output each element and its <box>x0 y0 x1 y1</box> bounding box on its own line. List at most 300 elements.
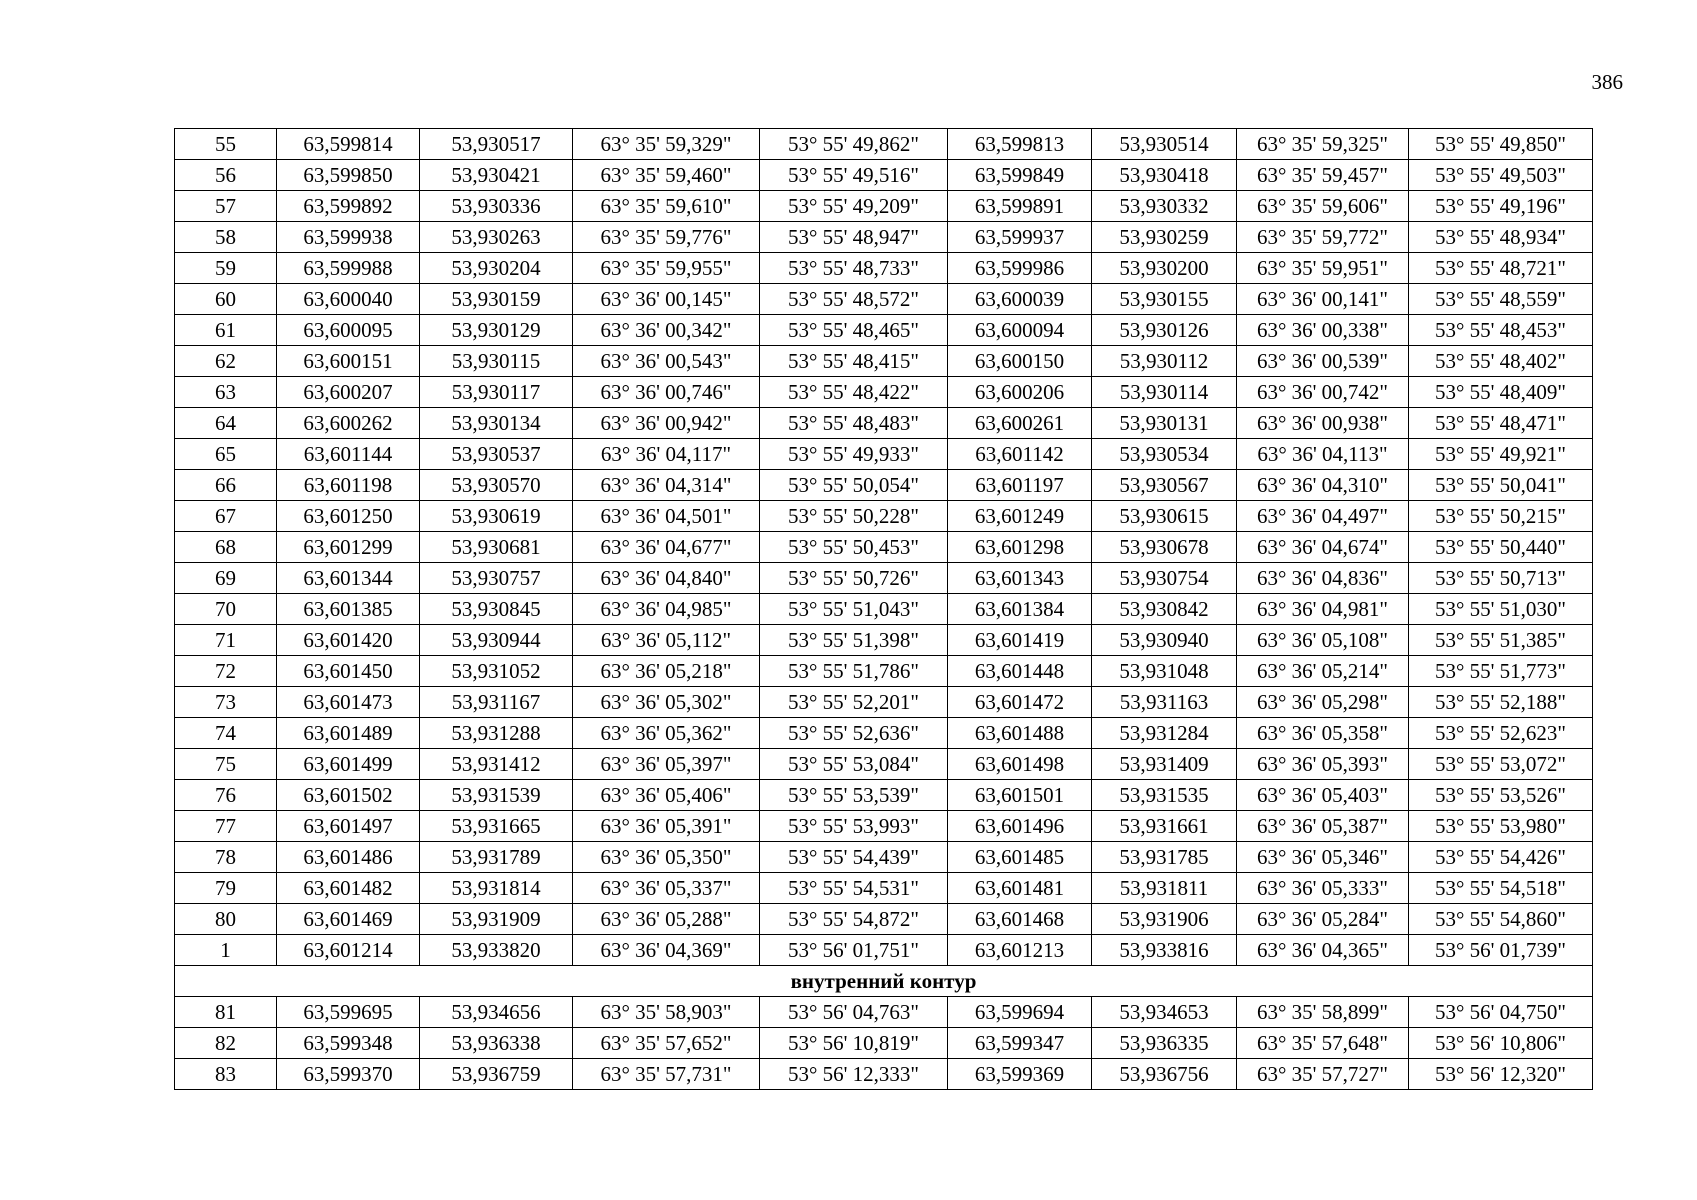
longitude-dms-alt-cell: 53° 55' 48,559" <box>1409 284 1593 315</box>
table-row <box>175 625 1593 656</box>
latitude-dms-cell: 63° 35' 57,731" <box>573 1059 760 1090</box>
table-row <box>175 842 1593 873</box>
longitude-decimal-alt-cell: 53,930114 <box>1092 377 1237 408</box>
table-row <box>175 935 1593 966</box>
latitude-decimal-cell: 63,599850 <box>277 160 420 191</box>
longitude-decimal-cell: 53,930263 <box>420 222 573 253</box>
table-row <box>175 687 1593 718</box>
latitude-dms-alt-cell: 63° 36' 05,214" <box>1237 656 1409 687</box>
longitude-dms-cell: 53° 55' 52,636" <box>760 718 948 749</box>
longitude-dms-cell: 53° 55' 49,862" <box>760 129 948 160</box>
longitude-decimal-cell: 53,930944 <box>420 625 573 656</box>
longitude-decimal-alt-cell: 53,931535 <box>1092 780 1237 811</box>
coordinates-table <box>174 128 1593 1090</box>
latitude-decimal-alt-cell: 63,599347 <box>948 1028 1092 1059</box>
latitude-decimal-cell: 63,599370 <box>277 1059 420 1090</box>
longitude-decimal-alt-cell: 53,930155 <box>1092 284 1237 315</box>
longitude-decimal-cell: 53,931052 <box>420 656 573 687</box>
longitude-decimal-alt-cell: 53,936756 <box>1092 1059 1237 1090</box>
longitude-decimal-cell: 53,930336 <box>420 191 573 222</box>
latitude-dms-alt-cell: 63° 36' 04,836" <box>1237 563 1409 594</box>
latitude-dms-cell: 63° 36' 05,112" <box>573 625 760 656</box>
longitude-dms-alt-cell: 53° 55' 50,713" <box>1409 563 1593 594</box>
longitude-dms-alt-cell: 53° 55' 52,188" <box>1409 687 1593 718</box>
latitude-dms-cell: 63° 36' 05,288" <box>573 904 760 935</box>
longitude-dms-alt-cell: 53° 55' 48,721" <box>1409 253 1593 284</box>
latitude-decimal-alt-cell: 63,601468 <box>948 904 1092 935</box>
longitude-decimal-cell: 53,931665 <box>420 811 573 842</box>
table-row <box>175 160 1593 191</box>
longitude-decimal-cell: 53,930115 <box>420 346 573 377</box>
point-number-cell: 64 <box>175 408 277 439</box>
longitude-decimal-cell: 53,931909 <box>420 904 573 935</box>
longitude-decimal-alt-cell: 53,930200 <box>1092 253 1237 284</box>
latitude-dms-cell: 63° 36' 04,117" <box>573 439 760 470</box>
latitude-decimal-cell: 63,601344 <box>277 563 420 594</box>
latitude-dms-cell: 63° 36' 04,677" <box>573 532 760 563</box>
latitude-dms-alt-cell: 63° 36' 05,393" <box>1237 749 1409 780</box>
point-number-cell: 55 <box>175 129 277 160</box>
longitude-dms-cell: 53° 56' 01,751" <box>760 935 948 966</box>
longitude-decimal-alt-cell: 53,930332 <box>1092 191 1237 222</box>
longitude-decimal-cell: 53,931167 <box>420 687 573 718</box>
longitude-decimal-cell: 53,930204 <box>420 253 573 284</box>
point-number-cell: 81 <box>175 997 277 1028</box>
latitude-dms-alt-cell: 63° 36' 05,333" <box>1237 873 1409 904</box>
longitude-dms-alt-cell: 53° 56' 12,320" <box>1409 1059 1593 1090</box>
table-row <box>175 222 1593 253</box>
table-row <box>175 501 1593 532</box>
point-number-cell: 74 <box>175 718 277 749</box>
page-number: 386 <box>1591 70 1623 94</box>
longitude-dms-alt-cell: 53° 55' 48,409" <box>1409 377 1593 408</box>
point-number-cell: 73 <box>175 687 277 718</box>
latitude-decimal-cell: 63,600095 <box>277 315 420 346</box>
longitude-dms-alt-cell: 53° 55' 51,030" <box>1409 594 1593 625</box>
latitude-decimal-alt-cell: 63,599694 <box>948 997 1092 1028</box>
longitude-dms-alt-cell: 53° 55' 50,215" <box>1409 501 1593 532</box>
latitude-dms-cell: 63° 35' 59,329" <box>573 129 760 160</box>
longitude-decimal-alt-cell: 53,931409 <box>1092 749 1237 780</box>
latitude-dms-alt-cell: 63° 36' 04,674" <box>1237 532 1409 563</box>
longitude-decimal-cell: 53,934656 <box>420 997 573 1028</box>
point-number-cell: 72 <box>175 656 277 687</box>
longitude-decimal-alt-cell: 53,931048 <box>1092 656 1237 687</box>
longitude-decimal-alt-cell: 53,930567 <box>1092 470 1237 501</box>
longitude-dms-cell: 53° 55' 50,228" <box>760 501 948 532</box>
latitude-decimal-alt-cell: 63,601496 <box>948 811 1092 842</box>
latitude-dms-cell: 63° 36' 05,218" <box>573 656 760 687</box>
latitude-dms-cell: 63° 36' 04,840" <box>573 563 760 594</box>
longitude-decimal-cell: 53,930537 <box>420 439 573 470</box>
longitude-dms-cell: 53° 56' 04,763" <box>760 997 948 1028</box>
longitude-decimal-alt-cell: 53,930615 <box>1092 501 1237 532</box>
latitude-dms-alt-cell: 63° 35' 59,325" <box>1237 129 1409 160</box>
latitude-dms-alt-cell: 63° 36' 05,403" <box>1237 780 1409 811</box>
longitude-decimal-alt-cell: 53,931811 <box>1092 873 1237 904</box>
longitude-dms-cell: 53° 55' 54,439" <box>760 842 948 873</box>
latitude-decimal-cell: 63,601385 <box>277 594 420 625</box>
longitude-dms-cell: 53° 55' 48,465" <box>760 315 948 346</box>
longitude-decimal-alt-cell: 53,930678 <box>1092 532 1237 563</box>
latitude-decimal-cell: 63,601497 <box>277 811 420 842</box>
latitude-decimal-alt-cell: 63,601142 <box>948 439 1092 470</box>
longitude-decimal-alt-cell: 53,931785 <box>1092 842 1237 873</box>
longitude-dms-cell: 53° 56' 12,333" <box>760 1059 948 1090</box>
longitude-decimal-cell: 53,931789 <box>420 842 573 873</box>
latitude-dms-cell: 63° 36' 04,369" <box>573 935 760 966</box>
longitude-decimal-cell: 53,936759 <box>420 1059 573 1090</box>
latitude-decimal-alt-cell: 63,600206 <box>948 377 1092 408</box>
latitude-dms-alt-cell: 63° 36' 05,108" <box>1237 625 1409 656</box>
longitude-decimal-alt-cell: 53,930418 <box>1092 160 1237 191</box>
latitude-decimal-cell: 63,601250 <box>277 501 420 532</box>
longitude-decimal-alt-cell: 53,931284 <box>1092 718 1237 749</box>
table-row <box>175 191 1593 222</box>
latitude-decimal-alt-cell: 63,601485 <box>948 842 1092 873</box>
latitude-dms-alt-cell: 63° 36' 05,346" <box>1237 842 1409 873</box>
section-row <box>175 966 1593 997</box>
longitude-dms-alt-cell: 53° 55' 53,980" <box>1409 811 1593 842</box>
longitude-decimal-alt-cell: 53,930534 <box>1092 439 1237 470</box>
point-number-cell: 57 <box>175 191 277 222</box>
latitude-decimal-cell: 63,601198 <box>277 470 420 501</box>
latitude-dms-cell: 63° 36' 05,391" <box>573 811 760 842</box>
latitude-decimal-alt-cell: 63,600094 <box>948 315 1092 346</box>
table-body-inner-contour <box>175 997 1593 1090</box>
latitude-decimal-alt-cell: 63,601448 <box>948 656 1092 687</box>
latitude-decimal-cell: 63,600040 <box>277 284 420 315</box>
latitude-dms-alt-cell: 63° 36' 00,338" <box>1237 315 1409 346</box>
longitude-dms-alt-cell: 53° 55' 53,526" <box>1409 780 1593 811</box>
longitude-decimal-cell: 53,930681 <box>420 532 573 563</box>
latitude-decimal-cell: 63,599814 <box>277 129 420 160</box>
longitude-dms-cell: 53° 55' 50,726" <box>760 563 948 594</box>
latitude-decimal-cell: 63,599695 <box>277 997 420 1028</box>
point-number-cell: 79 <box>175 873 277 904</box>
latitude-decimal-alt-cell: 63,601488 <box>948 718 1092 749</box>
latitude-dms-alt-cell: 63° 36' 04,310" <box>1237 470 1409 501</box>
table-row <box>175 656 1593 687</box>
longitude-dms-cell: 53° 55' 51,398" <box>760 625 948 656</box>
latitude-dms-cell: 63° 35' 59,460" <box>573 160 760 191</box>
latitude-decimal-cell: 63,601450 <box>277 656 420 687</box>
longitude-dms-alt-cell: 53° 55' 50,440" <box>1409 532 1593 563</box>
latitude-dms-alt-cell: 63° 36' 04,113" <box>1237 439 1409 470</box>
point-number-cell: 78 <box>175 842 277 873</box>
table-row <box>175 718 1593 749</box>
latitude-decimal-alt-cell: 63,599849 <box>948 160 1092 191</box>
latitude-dms-cell: 63° 36' 00,942" <box>573 408 760 439</box>
section-title: внутренний контур <box>175 966 1593 997</box>
table-body-outer-contour <box>175 129 1593 966</box>
longitude-dms-cell: 53° 55' 51,786" <box>760 656 948 687</box>
longitude-dms-cell: 53° 55' 53,084" <box>760 749 948 780</box>
latitude-dms-alt-cell: 63° 35' 59,772" <box>1237 222 1409 253</box>
point-number-cell: 82 <box>175 1028 277 1059</box>
latitude-decimal-cell: 63,601489 <box>277 718 420 749</box>
longitude-dms-cell: 53° 55' 49,933" <box>760 439 948 470</box>
latitude-decimal-alt-cell: 63,599369 <box>948 1059 1092 1090</box>
latitude-decimal-cell: 63,601502 <box>277 780 420 811</box>
longitude-decimal-alt-cell: 53,930259 <box>1092 222 1237 253</box>
point-number-cell: 66 <box>175 470 277 501</box>
latitude-decimal-alt-cell: 63,599891 <box>948 191 1092 222</box>
longitude-dms-alt-cell: 53° 55' 49,921" <box>1409 439 1593 470</box>
latitude-decimal-alt-cell: 63,601343 <box>948 563 1092 594</box>
longitude-dms-alt-cell: 53° 55' 48,402" <box>1409 346 1593 377</box>
latitude-decimal-cell: 63,601214 <box>277 935 420 966</box>
latitude-dms-alt-cell: 63° 36' 05,298" <box>1237 687 1409 718</box>
latitude-dms-cell: 63° 36' 04,501" <box>573 501 760 532</box>
latitude-decimal-cell: 63,601299 <box>277 532 420 563</box>
latitude-decimal-cell: 63,601486 <box>277 842 420 873</box>
latitude-dms-alt-cell: 63° 36' 05,284" <box>1237 904 1409 935</box>
latitude-dms-cell: 63° 36' 00,145" <box>573 284 760 315</box>
point-number-cell: 58 <box>175 222 277 253</box>
latitude-decimal-cell: 63,601420 <box>277 625 420 656</box>
latitude-decimal-cell: 63,601482 <box>277 873 420 904</box>
latitude-decimal-cell: 63,600207 <box>277 377 420 408</box>
longitude-decimal-cell: 53,936338 <box>420 1028 573 1059</box>
longitude-decimal-alt-cell: 53,930842 <box>1092 594 1237 625</box>
point-number-cell: 67 <box>175 501 277 532</box>
longitude-dms-alt-cell: 53° 55' 49,503" <box>1409 160 1593 191</box>
latitude-decimal-cell: 63,599938 <box>277 222 420 253</box>
longitude-dms-alt-cell: 53° 55' 49,850" <box>1409 129 1593 160</box>
latitude-dms-cell: 63° 36' 00,342" <box>573 315 760 346</box>
latitude-dms-cell: 63° 36' 05,362" <box>573 718 760 749</box>
latitude-decimal-alt-cell: 63,601501 <box>948 780 1092 811</box>
point-number-cell: 71 <box>175 625 277 656</box>
longitude-dms-alt-cell: 53° 55' 52,623" <box>1409 718 1593 749</box>
longitude-decimal-alt-cell: 53,930940 <box>1092 625 1237 656</box>
longitude-decimal-cell: 53,930134 <box>420 408 573 439</box>
table-row <box>175 811 1593 842</box>
latitude-decimal-cell: 63,599348 <box>277 1028 420 1059</box>
point-number-cell: 70 <box>175 594 277 625</box>
latitude-dms-cell: 63° 35' 59,955" <box>573 253 760 284</box>
longitude-decimal-alt-cell: 53,930112 <box>1092 346 1237 377</box>
longitude-dms-cell: 53° 55' 52,201" <box>760 687 948 718</box>
longitude-decimal-cell: 53,930517 <box>420 129 573 160</box>
latitude-dms-alt-cell: 63° 35' 59,951" <box>1237 253 1409 284</box>
latitude-dms-cell: 63° 36' 05,350" <box>573 842 760 873</box>
longitude-decimal-alt-cell: 53,930754 <box>1092 563 1237 594</box>
latitude-decimal-cell: 63,601473 <box>277 687 420 718</box>
table-row <box>175 997 1593 1028</box>
latitude-dms-alt-cell: 63° 36' 04,981" <box>1237 594 1409 625</box>
latitude-dms-cell: 63° 35' 59,776" <box>573 222 760 253</box>
longitude-dms-cell: 53° 55' 53,539" <box>760 780 948 811</box>
latitude-decimal-alt-cell: 63,600039 <box>948 284 1092 315</box>
point-number-cell: 75 <box>175 749 277 780</box>
longitude-dms-alt-cell: 53° 55' 51,773" <box>1409 656 1593 687</box>
point-number-cell: 59 <box>175 253 277 284</box>
longitude-dms-alt-cell: 53° 55' 50,041" <box>1409 470 1593 501</box>
latitude-dms-cell: 63° 36' 05,397" <box>573 749 760 780</box>
longitude-dms-alt-cell: 53° 56' 10,806" <box>1409 1028 1593 1059</box>
point-number-cell: 56 <box>175 160 277 191</box>
longitude-dms-cell: 53° 55' 48,947" <box>760 222 948 253</box>
table-row <box>175 1059 1593 1090</box>
point-number-cell: 60 <box>175 284 277 315</box>
latitude-decimal-cell: 63,599988 <box>277 253 420 284</box>
latitude-decimal-alt-cell: 63,601213 <box>948 935 1092 966</box>
table-row <box>175 470 1593 501</box>
latitude-decimal-alt-cell: 63,599813 <box>948 129 1092 160</box>
longitude-dms-alt-cell: 53° 56' 01,739" <box>1409 935 1593 966</box>
table-row <box>175 129 1593 160</box>
longitude-dms-cell: 53° 56' 10,819" <box>760 1028 948 1059</box>
longitude-decimal-alt-cell: 53,930131 <box>1092 408 1237 439</box>
latitude-dms-alt-cell: 63° 36' 00,742" <box>1237 377 1409 408</box>
longitude-dms-alt-cell: 53° 55' 49,196" <box>1409 191 1593 222</box>
table-row <box>175 594 1593 625</box>
table-row <box>175 408 1593 439</box>
latitude-decimal-alt-cell: 63,599937 <box>948 222 1092 253</box>
latitude-dms-cell: 63° 35' 57,652" <box>573 1028 760 1059</box>
longitude-dms-cell: 53° 55' 48,415" <box>760 346 948 377</box>
longitude-decimal-cell: 53,931539 <box>420 780 573 811</box>
longitude-decimal-alt-cell: 53,931906 <box>1092 904 1237 935</box>
longitude-decimal-cell: 53,930570 <box>420 470 573 501</box>
table-row <box>175 780 1593 811</box>
longitude-decimal-cell: 53,930117 <box>420 377 573 408</box>
longitude-dms-cell: 53° 55' 49,516" <box>760 160 948 191</box>
longitude-decimal-cell: 53,930757 <box>420 563 573 594</box>
latitude-decimal-alt-cell: 63,601298 <box>948 532 1092 563</box>
latitude-decimal-alt-cell: 63,600150 <box>948 346 1092 377</box>
latitude-dms-alt-cell: 63° 36' 05,387" <box>1237 811 1409 842</box>
table-row <box>175 563 1593 594</box>
latitude-dms-cell: 63° 36' 04,985" <box>573 594 760 625</box>
latitude-decimal-cell: 63,601144 <box>277 439 420 470</box>
longitude-decimal-cell: 53,930845 <box>420 594 573 625</box>
latitude-decimal-cell: 63,600262 <box>277 408 420 439</box>
longitude-dms-alt-cell: 53° 55' 48,934" <box>1409 222 1593 253</box>
point-number-cell: 61 <box>175 315 277 346</box>
longitude-dms-alt-cell: 53° 55' 54,426" <box>1409 842 1593 873</box>
longitude-decimal-alt-cell: 53,934653 <box>1092 997 1237 1028</box>
latitude-decimal-cell: 63,599892 <box>277 191 420 222</box>
longitude-dms-cell: 53° 55' 48,733" <box>760 253 948 284</box>
latitude-dms-alt-cell: 63° 35' 57,648" <box>1237 1028 1409 1059</box>
longitude-decimal-cell: 53,930619 <box>420 501 573 532</box>
table-row <box>175 253 1593 284</box>
point-number-cell: 76 <box>175 780 277 811</box>
longitude-dms-cell: 53° 55' 50,054" <box>760 470 948 501</box>
longitude-decimal-alt-cell: 53,933816 <box>1092 935 1237 966</box>
longitude-dms-cell: 53° 55' 54,872" <box>760 904 948 935</box>
table-row <box>175 346 1593 377</box>
latitude-dms-alt-cell: 63° 36' 00,539" <box>1237 346 1409 377</box>
latitude-decimal-alt-cell: 63,601472 <box>948 687 1092 718</box>
latitude-dms-cell: 63° 36' 00,746" <box>573 377 760 408</box>
table-row <box>175 377 1593 408</box>
longitude-decimal-alt-cell: 53,931661 <box>1092 811 1237 842</box>
latitude-dms-cell: 63° 36' 04,314" <box>573 470 760 501</box>
table-row <box>175 904 1593 935</box>
latitude-decimal-alt-cell: 63,600261 <box>948 408 1092 439</box>
latitude-dms-alt-cell: 63° 36' 04,497" <box>1237 501 1409 532</box>
latitude-decimal-alt-cell: 63,601419 <box>948 625 1092 656</box>
point-number-cell: 65 <box>175 439 277 470</box>
longitude-decimal-cell: 53,931288 <box>420 718 573 749</box>
latitude-dms-cell: 63° 36' 05,302" <box>573 687 760 718</box>
longitude-dms-alt-cell: 53° 55' 54,518" <box>1409 873 1593 904</box>
latitude-dms-alt-cell: 63° 36' 00,938" <box>1237 408 1409 439</box>
longitude-dms-cell: 53° 55' 48,422" <box>760 377 948 408</box>
longitude-decimal-cell: 53,931412 <box>420 749 573 780</box>
longitude-dms-alt-cell: 53° 55' 51,385" <box>1409 625 1593 656</box>
longitude-decimal-cell: 53,930129 <box>420 315 573 346</box>
longitude-dms-alt-cell: 53° 55' 53,072" <box>1409 749 1593 780</box>
table-row <box>175 749 1593 780</box>
latitude-decimal-cell: 63,601469 <box>277 904 420 935</box>
point-number-cell: 69 <box>175 563 277 594</box>
longitude-dms-alt-cell: 53° 55' 48,471" <box>1409 408 1593 439</box>
longitude-dms-cell: 53° 55' 49,209" <box>760 191 948 222</box>
table-row <box>175 532 1593 563</box>
latitude-dms-alt-cell: 63° 35' 59,606" <box>1237 191 1409 222</box>
table-row <box>175 1028 1593 1059</box>
point-number-cell: 68 <box>175 532 277 563</box>
longitude-decimal-cell: 53,930159 <box>420 284 573 315</box>
longitude-decimal-alt-cell: 53,931163 <box>1092 687 1237 718</box>
longitude-dms-alt-cell: 53° 56' 04,750" <box>1409 997 1593 1028</box>
longitude-dms-cell: 53° 55' 54,531" <box>760 873 948 904</box>
latitude-dms-cell: 63° 36' 00,543" <box>573 346 760 377</box>
latitude-dms-alt-cell: 63° 35' 59,457" <box>1237 160 1409 191</box>
point-number-cell: 63 <box>175 377 277 408</box>
latitude-decimal-alt-cell: 63,601498 <box>948 749 1092 780</box>
longitude-dms-alt-cell: 53° 55' 54,860" <box>1409 904 1593 935</box>
table-section-inner-contour <box>175 966 1593 997</box>
latitude-decimal-alt-cell: 63,601197 <box>948 470 1092 501</box>
latitude-dms-cell: 63° 35' 58,903" <box>573 997 760 1028</box>
longitude-decimal-alt-cell: 53,930514 <box>1092 129 1237 160</box>
latitude-dms-alt-cell: 63° 35' 57,727" <box>1237 1059 1409 1090</box>
latitude-dms-alt-cell: 63° 36' 04,365" <box>1237 935 1409 966</box>
longitude-dms-cell: 53° 55' 51,043" <box>760 594 948 625</box>
longitude-decimal-alt-cell: 53,930126 <box>1092 315 1237 346</box>
longitude-dms-cell: 53° 55' 53,993" <box>760 811 948 842</box>
latitude-decimal-alt-cell: 63,599986 <box>948 253 1092 284</box>
longitude-dms-cell: 53° 55' 50,453" <box>760 532 948 563</box>
latitude-decimal-alt-cell: 63,601481 <box>948 873 1092 904</box>
latitude-decimal-alt-cell: 63,601249 <box>948 501 1092 532</box>
latitude-decimal-alt-cell: 63,601384 <box>948 594 1092 625</box>
table-row <box>175 284 1593 315</box>
point-number-cell: 1 <box>175 935 277 966</box>
longitude-decimal-cell: 53,933820 <box>420 935 573 966</box>
longitude-dms-alt-cell: 53° 55' 48,453" <box>1409 315 1593 346</box>
longitude-decimal-alt-cell: 53,936335 <box>1092 1028 1237 1059</box>
longitude-decimal-cell: 53,931814 <box>420 873 573 904</box>
latitude-decimal-cell: 63,600151 <box>277 346 420 377</box>
table-row <box>175 873 1593 904</box>
latitude-dms-alt-cell: 63° 35' 58,899" <box>1237 997 1409 1028</box>
point-number-cell: 77 <box>175 811 277 842</box>
latitude-dms-alt-cell: 63° 36' 05,358" <box>1237 718 1409 749</box>
point-number-cell: 83 <box>175 1059 277 1090</box>
longitude-dms-cell: 53° 55' 48,483" <box>760 408 948 439</box>
longitude-decimal-cell: 53,930421 <box>420 160 573 191</box>
point-number-cell: 62 <box>175 346 277 377</box>
table-row <box>175 439 1593 470</box>
latitude-dms-cell: 63° 36' 05,337" <box>573 873 760 904</box>
